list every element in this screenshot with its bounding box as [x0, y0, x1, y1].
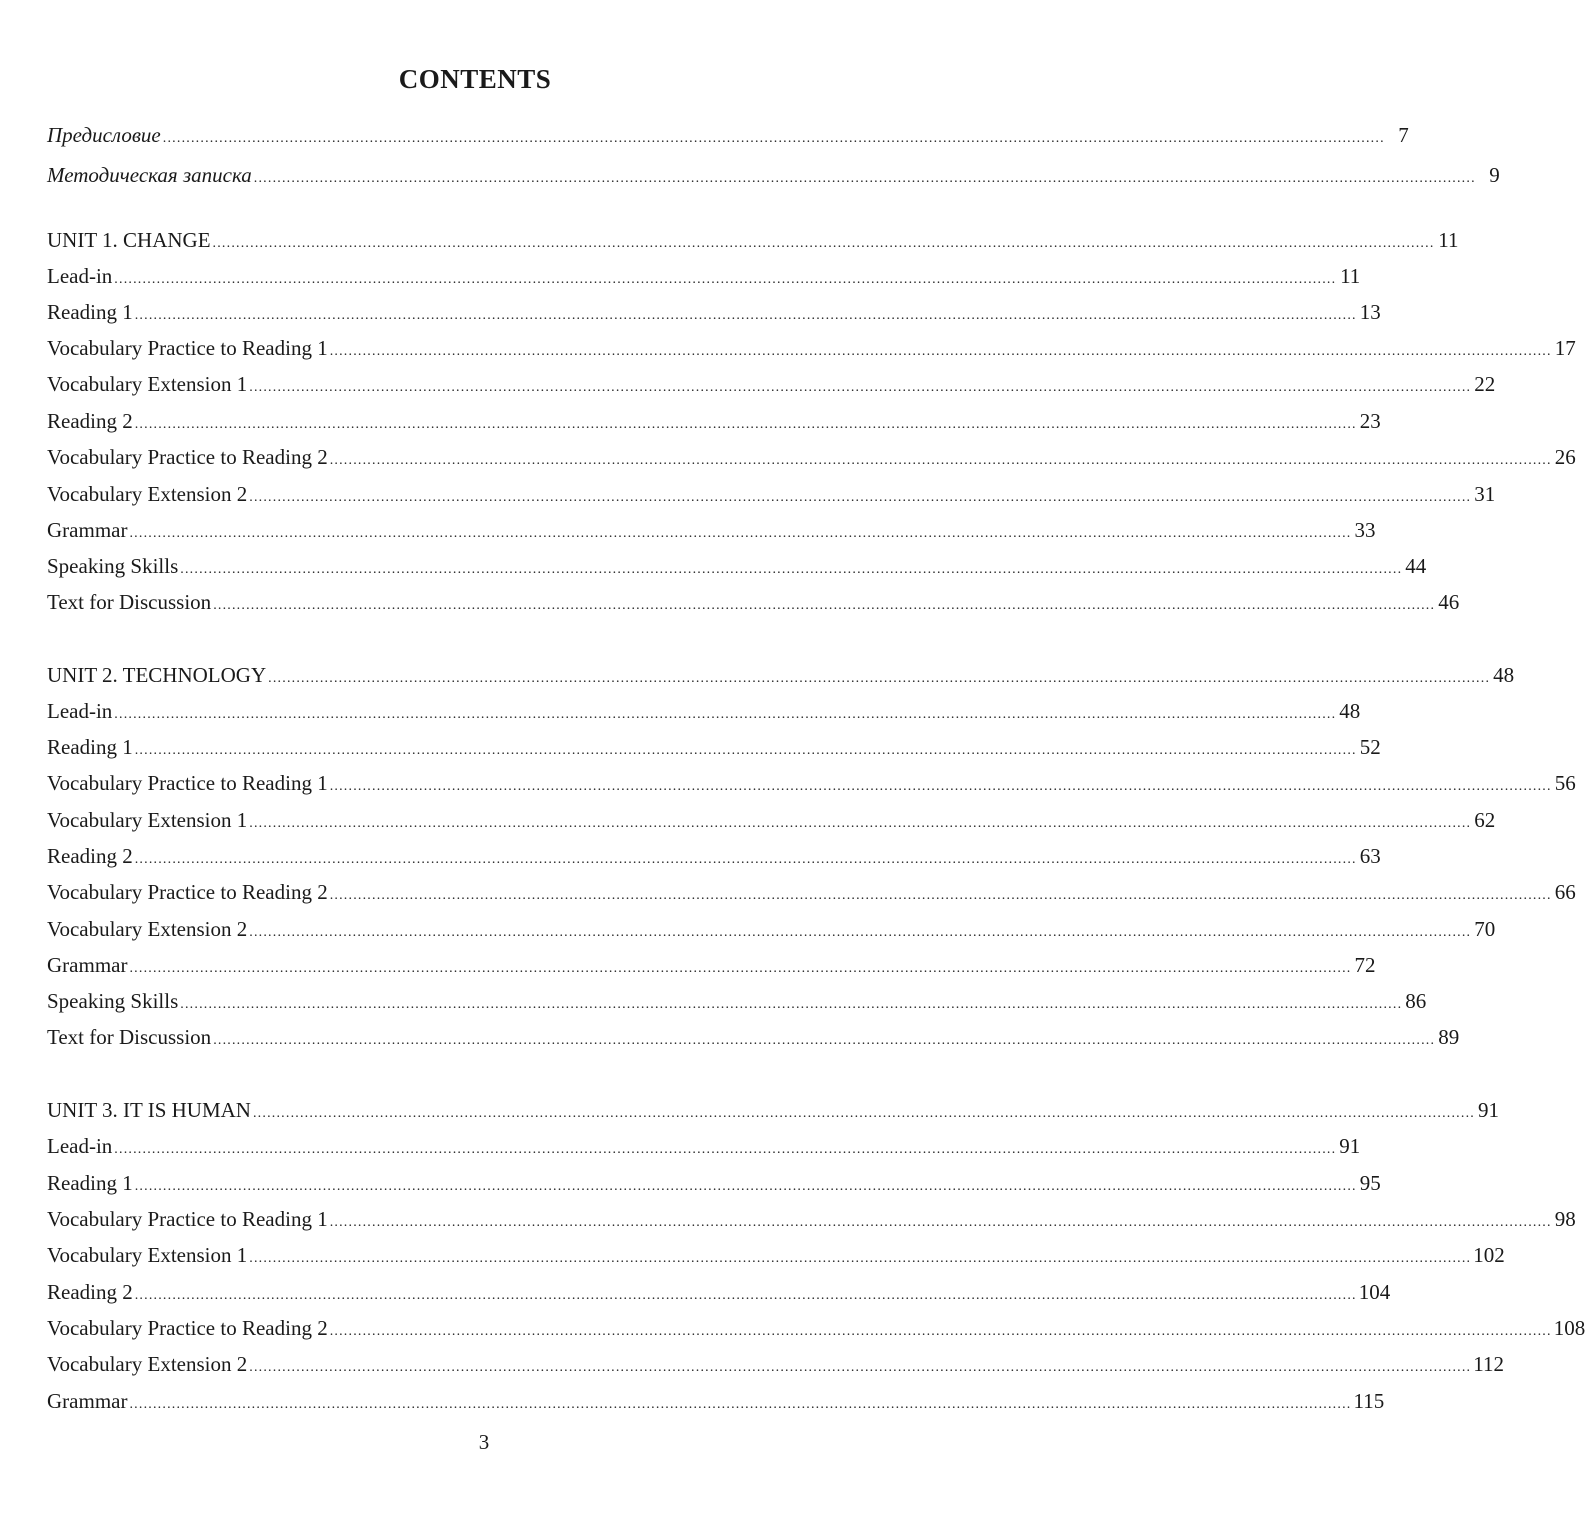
toc-entry-label: Grammar [47, 953, 128, 977]
toc-entry-label: Speaking Skills [47, 989, 179, 1013]
toc-entry-label: Vocabulary Extension 2 [47, 1352, 248, 1376]
toc-entry-label: Reading 1 [47, 735, 133, 759]
toc-entry[interactable] [47, 805, 1496, 839]
toc-entry-label: Vocabulary Practice to Reading 2 [47, 1316, 328, 1340]
leader-dots: .................................................................................................................................................................................................................................................................... [329, 888, 1552, 903]
toc-entry-label: Vocabulary Practice to Reading 1 [47, 336, 328, 360]
toc-entry[interactable] [47, 479, 1496, 513]
leader-dots: .................................................................................................................................................................................................................................................................... [249, 925, 1472, 940]
toc-entry-page: 11 [1438, 228, 1459, 252]
leader-dots: .................................................................................................................................................................................................................................................................... [212, 236, 1435, 251]
toc-entry-page: 52 [1359, 735, 1381, 759]
leader-dots: .................................................................................................................................................................................................................................................................... [329, 1324, 1552, 1339]
toc-entry[interactable] [47, 950, 1376, 984]
toc-entry-page: 91 [1339, 1134, 1361, 1158]
toc-entry[interactable] [47, 1386, 1385, 1420]
toc-entry-page: 33 [1354, 518, 1376, 542]
toc-entry-label: Grammar [47, 1389, 128, 1413]
leader-dots: .................................................................................................................................................................................................................................................................... [134, 308, 1357, 323]
toc-entry-label: Reading 1 [47, 1171, 133, 1195]
toc-entry-label: Vocabulary Practice to Reading 2 [47, 880, 328, 904]
toc-entry[interactable] [47, 1240, 1505, 1274]
toc-entry-page: 86 [1405, 989, 1427, 1013]
toc-entry-label: Reading 2 [47, 1280, 133, 1304]
leader-dots: .................................................................................................................................................................................................................................................................... [134, 1288, 1357, 1303]
toc-entry[interactable] [47, 261, 1361, 295]
toc-entry-page: 31 [1474, 482, 1496, 506]
leader-dots: .................................................................................................................................................................................................................................................................... [162, 131, 1385, 146]
toc-entry-page: 91 [1477, 1098, 1499, 1122]
toc-entry-page: 26 [1554, 445, 1576, 469]
leader-dots: .................................................................................................................................................................................................................................................................... [329, 344, 1552, 359]
toc-entry-page: 56 [1554, 771, 1576, 795]
leader-dots: .................................................................................................................................................................................................................................................................... [249, 1360, 1472, 1375]
toc-entry-label: Vocabulary Extension 2 [47, 917, 248, 941]
toc-unit-heading[interactable] [47, 225, 1459, 259]
toc-entry-label: UNIT 3. IT IS HUMAN [47, 1098, 251, 1122]
toc-entry-page: 95 [1359, 1171, 1381, 1195]
leader-dots: .................................................................................................................................................................................................................................................................... [249, 1251, 1472, 1266]
toc-entry-label: Text for Discussion [47, 1025, 212, 1049]
toc-entry-label: Lead-in [47, 1134, 113, 1158]
toc-entry-page: 48 [1493, 663, 1515, 687]
leader-dots: .................................................................................................................................................................................................................................................................... [213, 598, 1436, 613]
toc-entry-page: 89 [1438, 1025, 1460, 1049]
toc-entry[interactable] [47, 732, 1381, 766]
leader-dots: .................................................................................................................................................................................................................................................................... [249, 380, 1472, 395]
toc-entry-label: Предисловие [47, 123, 161, 147]
toc-entry-label: Vocabulary Practice to Reading 1 [47, 771, 328, 795]
leader-dots: .................................................................................................................................................................................................................................................................... [329, 453, 1552, 468]
leader-dots: .................................................................................................................................................................................................................................................................... [134, 417, 1357, 432]
leader-dots: .................................................................................................................................................................................................................................................................... [114, 272, 1337, 287]
leader-dots: .................................................................................................................................................................................................................................................................... [114, 707, 1337, 722]
toc-entry-page: 72 [1354, 953, 1376, 977]
toc-entry[interactable] [47, 297, 1381, 331]
toc-entry-label: Vocabulary Extension 2 [47, 482, 248, 506]
toc-entry-page: 62 [1474, 808, 1496, 832]
toc-entry-page: 46 [1438, 590, 1460, 614]
leader-dots: .................................................................................................................................................................................................................................................................... [249, 490, 1472, 505]
toc-entry-page: 44 [1405, 554, 1427, 578]
toc-entry[interactable] [47, 1313, 1585, 1347]
toc-entry-methodical-note[interactable] [47, 160, 1500, 194]
toc-entry-page: 70 [1474, 917, 1496, 941]
toc-entry-page: 13 [1359, 300, 1381, 324]
toc-entry[interactable] [47, 914, 1496, 948]
toc-entry[interactable] [47, 369, 1496, 403]
toc-entry[interactable] [47, 551, 1427, 585]
toc-entry-label: Vocabulary Extension 1 [47, 372, 248, 396]
leader-dots: .................................................................................................................................................................................................................................................................... [329, 779, 1552, 794]
toc-entry[interactable] [47, 406, 1381, 440]
toc-entry-label: Vocabulary Extension 1 [47, 808, 248, 832]
page-number: 3 [478, 1430, 490, 1454]
toc-entry-label: Reading 1 [47, 300, 133, 324]
toc-entry-label: Lead-in [47, 699, 113, 723]
leader-dots: .................................................................................................................................................................................................................................................................... [249, 816, 1472, 831]
toc-entry[interactable] [47, 1277, 1391, 1311]
toc-entry[interactable] [47, 587, 1460, 621]
toc-unit-heading[interactable] [47, 660, 1515, 694]
toc-entry[interactable] [47, 1131, 1361, 1165]
toc-entry-page: 102 [1473, 1243, 1505, 1267]
toc-entry[interactable] [47, 1204, 1576, 1238]
toc-entry[interactable] [47, 841, 1381, 875]
toc-entry-label: Reading 2 [47, 409, 133, 433]
toc-entry-page: 48 [1339, 699, 1361, 723]
toc-entry[interactable] [47, 333, 1576, 367]
toc-entry-page: 22 [1474, 372, 1496, 396]
toc-entry-label: Text for Discussion [47, 590, 212, 614]
toc-entry-page: 66 [1554, 880, 1576, 904]
toc-entry[interactable] [47, 1168, 1381, 1202]
toc-entry-label: Vocabulary Extension 1 [47, 1243, 248, 1267]
toc-entry-page: 7 [1398, 123, 1409, 147]
toc-entry-label: UNIT 2. TECHNOLOGY [47, 663, 267, 687]
leader-dots: .................................................................................................................................................................................................................................................................... [134, 852, 1357, 867]
toc-entry-label: UNIT 1. CHANGE [47, 228, 211, 252]
toc-entry-page: 23 [1359, 409, 1381, 433]
leader-dots: .................................................................................................................................................................................................................................................................... [129, 526, 1352, 541]
leader-dots: .................................................................................................................................................................................................................................................................... [329, 1215, 1552, 1230]
toc-entry-page: 9 [1489, 163, 1500, 187]
toc-entry[interactable] [47, 1022, 1460, 1056]
toc-entry-page: 98 [1554, 1207, 1576, 1231]
toc-entry-page: 115 [1353, 1389, 1385, 1413]
leader-dots: .................................................................................................................................................................................................................................................................... [129, 961, 1352, 976]
toc-unit-heading[interactable] [47, 1095, 1499, 1129]
toc-entry-page: 108 [1553, 1316, 1585, 1340]
toc-entry-label: Методическая записка [47, 163, 252, 187]
leader-dots: .................................................................................................................................................................................................................................................................... [252, 1106, 1475, 1121]
toc-entry-page: 104 [1358, 1280, 1391, 1304]
toc-entry-label: Lead-in [47, 264, 113, 288]
toc-entry[interactable] [47, 515, 1376, 549]
leader-dots: .................................................................................................................................................................................................................................................................... [180, 997, 1403, 1012]
leader-dots: .................................................................................................................................................................................................................................................................... [129, 1397, 1352, 1412]
leader-dots: .................................................................................................................................................................................................................................................................... [213, 1033, 1436, 1048]
leader-dots: .................................................................................................................................................................................................................................................................... [180, 562, 1403, 577]
toc-entry-label: Reading 2 [47, 844, 133, 868]
toc-entry[interactable] [47, 986, 1427, 1020]
toc-entry-page: 11 [1340, 264, 1361, 288]
toc-entry-label: Speaking Skills [47, 554, 179, 578]
leader-dots: .................................................................................................................................................................................................................................................................... [253, 171, 1476, 186]
toc-entry[interactable] [47, 768, 1576, 802]
toc-entry-label: Vocabulary Practice to Reading 2 [47, 445, 328, 469]
toc-entry[interactable] [47, 877, 1576, 911]
page-title: CONTENTS [398, 64, 552, 94]
leader-dots: .................................................................................................................................................................................................................................................................... [134, 1179, 1357, 1194]
leader-dots: .................................................................................................................................................................................................................................................................... [114, 1142, 1337, 1157]
toc-entry[interactable] [47, 1349, 1504, 1383]
leader-dots: .................................................................................................................................................................................................................................................................... [134, 743, 1357, 758]
toc-entry-page: 17 [1554, 336, 1576, 360]
toc-entry-page: 112 [1473, 1352, 1504, 1376]
toc-entry[interactable] [47, 442, 1576, 476]
toc-entry[interactable] [47, 696, 1361, 730]
leader-dots: .................................................................................................................................................................................................................................................................... [268, 671, 1491, 686]
toc-entry-preface[interactable] [47, 120, 1409, 154]
toc-entry-page: 63 [1359, 844, 1381, 868]
toc-entry-label: Grammar [47, 518, 128, 542]
toc-entry-label: Vocabulary Practice to Reading 1 [47, 1207, 328, 1231]
